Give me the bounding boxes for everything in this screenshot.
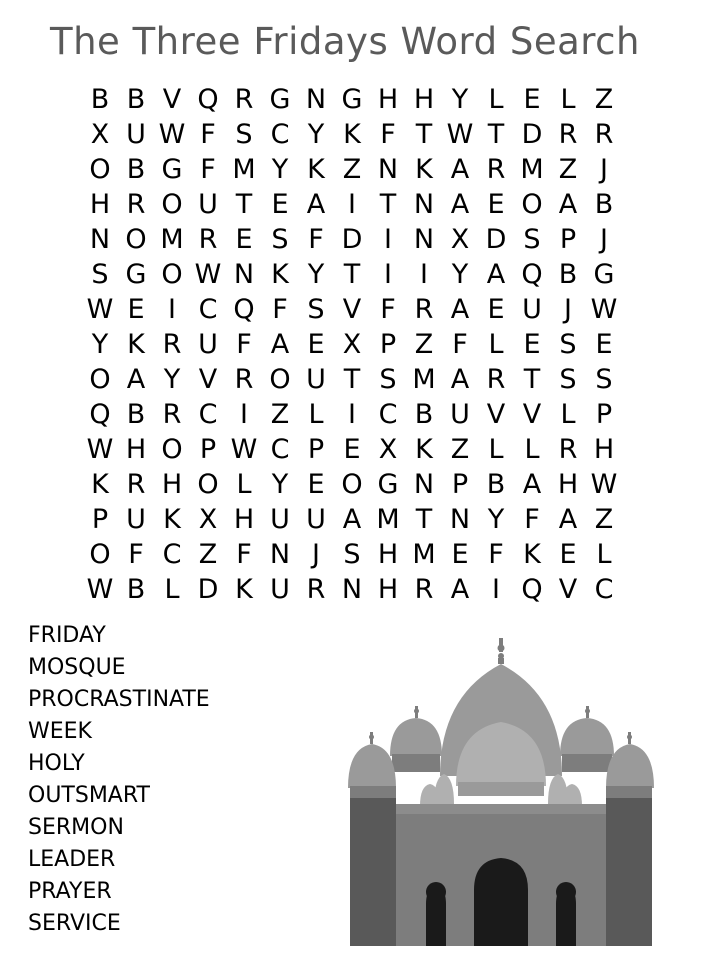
grid-letter: O (161, 189, 183, 220)
grid-letter: Y (271, 469, 289, 500)
grid-letter: P (379, 329, 397, 360)
grid-letter: R (306, 574, 326, 605)
grid-letter: R (414, 294, 434, 325)
grid-letter: P (451, 469, 469, 500)
grid-letter: H (377, 84, 399, 115)
grid-row (82, 117, 622, 152)
grid-letter: J (600, 154, 608, 185)
grid-letter: Y (163, 364, 181, 395)
grid-letter: Y (271, 154, 289, 185)
grid-letter: V (162, 84, 182, 115)
grid-letter: F (380, 119, 396, 150)
grid-letter: I (168, 294, 176, 325)
grid-letter: K (415, 154, 433, 185)
grid-letter: W (158, 119, 186, 150)
grid-letter: U (270, 504, 290, 535)
grid-letter: V (486, 399, 506, 430)
grid-letter: E (307, 329, 325, 360)
grid-letter: N (89, 224, 111, 255)
grid-letter: G (161, 154, 183, 185)
grid-letter: K (271, 259, 289, 290)
grid-letter: T (379, 189, 397, 220)
grid-letter: U (126, 504, 146, 535)
grid-letter: T (487, 119, 505, 150)
grid-letter: F (524, 504, 540, 535)
grid-letter: K (307, 154, 325, 185)
spire-right-inner (585, 706, 590, 718)
word-list-item: SERMON (28, 815, 124, 840)
grid-letter: B (558, 259, 578, 290)
grid-letter: X (198, 504, 218, 535)
grid-letter: B (414, 399, 434, 430)
spire-right-outer (627, 732, 632, 744)
grid-letter: A (558, 189, 578, 220)
grid-letter: I (420, 259, 428, 290)
grid-letter: B (126, 574, 146, 605)
grid-letter: T (235, 189, 253, 220)
grid-letter: O (125, 224, 147, 255)
grid-letter: I (240, 399, 248, 430)
grid-letter: G (377, 469, 399, 500)
grid-letter: W (86, 294, 114, 325)
grid-letter: K (163, 504, 181, 535)
grid-letter: Y (451, 84, 469, 115)
grid-letter: B (126, 84, 146, 115)
grid-letter: I (384, 259, 392, 290)
grid-letter: C (198, 399, 218, 430)
grid-letter: J (600, 224, 608, 255)
grid-letter: W (590, 469, 618, 500)
grid-letter: L (524, 434, 540, 465)
grid-letter: U (306, 504, 326, 535)
grid-letter: M (376, 504, 400, 535)
grid-letter: Q (197, 84, 219, 115)
grid-letter: B (126, 399, 146, 430)
grid-letter: P (595, 399, 613, 430)
grid-letter: G (269, 84, 291, 115)
grid-letter: H (413, 84, 435, 115)
grid-letter: Q (521, 259, 543, 290)
grid-letter: C (270, 434, 290, 465)
tower-left (350, 786, 396, 946)
page-title: The Three Fridays Word Search (50, 20, 640, 63)
word-list-item: WEEK (28, 719, 92, 744)
grid-letter: B (594, 189, 614, 220)
grid-letter: S (523, 224, 541, 255)
grid-letter: U (126, 119, 146, 150)
grid-letter: M (412, 364, 436, 395)
grid-letter: K (343, 119, 361, 150)
grid-letter: R (486, 154, 506, 185)
grid-row (82, 537, 622, 572)
grid-letter: O (269, 364, 291, 395)
letter-grid (82, 82, 622, 607)
grid-letter: S (559, 329, 577, 360)
grid-letter: L (488, 329, 504, 360)
grid-letter: R (162, 399, 182, 430)
grid-letter: J (564, 294, 572, 325)
grid-letter: L (560, 399, 576, 430)
grid-letter: Z (450, 434, 470, 465)
grid-letter: A (522, 469, 542, 500)
grid-letter: R (198, 224, 218, 255)
grid-letter: E (487, 294, 505, 325)
grid-letter: Z (342, 154, 362, 185)
grid-letter: G (125, 259, 147, 290)
grid-letter: D (521, 119, 543, 150)
dome-left-outer (348, 744, 396, 788)
grid-letter: M (412, 539, 436, 570)
dome-right-inner (560, 718, 614, 756)
grid-row (82, 152, 622, 187)
grid-row (82, 572, 622, 607)
grid-letter: B (126, 154, 146, 185)
grid-letter: C (198, 294, 218, 325)
grid-letter: R (558, 119, 578, 150)
grid-letter: F (200, 154, 216, 185)
grid-letter: O (161, 259, 183, 290)
grid-letter: Y (307, 259, 325, 290)
grid-row (82, 362, 622, 397)
grid-letter: F (236, 329, 252, 360)
grid-letter: M (232, 154, 256, 185)
grid-letter: L (488, 84, 504, 115)
grid-letter: S (595, 364, 613, 395)
grid-letter: T (343, 259, 361, 290)
word-list-item: PROCRASTINATE (28, 687, 210, 712)
grid-letter: H (161, 469, 183, 500)
grid-letter: A (450, 294, 470, 325)
grid-letter: G (341, 84, 363, 115)
grid-row (82, 397, 622, 432)
grid-letter: M (520, 154, 544, 185)
grid-letter: S (235, 119, 253, 150)
grid-letter: F (452, 329, 468, 360)
grid-letter: H (557, 469, 579, 500)
grid-letter: C (270, 119, 290, 150)
grid-letter: U (270, 574, 290, 605)
grid-letter: Z (558, 154, 578, 185)
grid-letter: E (451, 539, 469, 570)
grid-letter: P (91, 504, 109, 535)
grid-letter: X (378, 434, 398, 465)
grid-letter: K (91, 469, 109, 500)
grid-row (82, 432, 622, 467)
grid-row (82, 222, 622, 257)
grid-letter: U (450, 399, 470, 430)
grid-letter: N (341, 574, 363, 605)
grid-letter: H (377, 574, 399, 605)
grid-letter: A (450, 154, 470, 185)
grid-letter: O (341, 469, 363, 500)
grid-letter: E (523, 329, 541, 360)
grid-letter: Q (89, 399, 111, 430)
grid-letter: A (558, 504, 578, 535)
grid-letter: K (127, 329, 145, 360)
grid-row (82, 257, 622, 292)
grid-letter: A (270, 329, 290, 360)
word-list-item: LEADER (28, 847, 116, 872)
grid-letter: E (523, 84, 541, 115)
grid-letter: I (384, 224, 392, 255)
grid-letter: V (198, 364, 218, 395)
grid-letter: N (413, 469, 435, 500)
grid-letter: S (343, 539, 361, 570)
grid-letter: Z (594, 504, 614, 535)
grid-letter: R (414, 574, 434, 605)
grid-letter: B (90, 84, 110, 115)
grid-letter: R (486, 364, 506, 395)
grid-letter: P (559, 224, 577, 255)
grid-letter: I (348, 189, 356, 220)
grid-letter: O (161, 434, 183, 465)
grid-row (82, 292, 622, 327)
grid-letter: L (488, 434, 504, 465)
grid-letter: N (305, 84, 327, 115)
grid-letter: K (415, 434, 433, 465)
grid-letter: H (233, 504, 255, 535)
grid-letter: U (306, 364, 326, 395)
grid-letter: Z (198, 539, 218, 570)
word-list-item: OUTSMART (28, 783, 150, 808)
grid-letter: A (342, 504, 362, 535)
grid-letter: A (126, 364, 146, 395)
grid-letter: F (308, 224, 324, 255)
grid-row (82, 187, 622, 222)
word-list-item: FRIDAY (28, 623, 106, 648)
grid-letter: D (197, 574, 219, 605)
grid-letter: O (89, 364, 111, 395)
grid-letter: I (348, 399, 356, 430)
dome-left-inner (390, 718, 442, 756)
grid-letter: Y (451, 259, 469, 290)
grid-letter: W (86, 434, 114, 465)
grid-letter: W (230, 434, 258, 465)
grid-letter: Q (233, 294, 255, 325)
grid-letter: C (162, 539, 182, 570)
grid-letter: N (413, 224, 435, 255)
grid-letter: F (200, 119, 216, 150)
grid-letter: P (199, 434, 217, 465)
grid-letter: E (127, 294, 145, 325)
grid-letter: S (271, 224, 289, 255)
grid-letter: X (450, 224, 470, 255)
grid-letter: T (415, 119, 433, 150)
grid-letter: X (342, 329, 362, 360)
grid-letter: R (234, 364, 254, 395)
grid-letter: F (272, 294, 288, 325)
grid-letter: F (128, 539, 144, 570)
grid-letter: Y (91, 329, 109, 360)
grid-letter: C (594, 574, 614, 605)
grid-row (82, 327, 622, 362)
grid-letter: A (306, 189, 326, 220)
grid-letter: E (487, 189, 505, 220)
grid-letter: U (522, 294, 542, 325)
grid-letter: H (89, 189, 111, 220)
grid-letter: A (450, 364, 470, 395)
small-dome-2 (434, 774, 454, 804)
word-list-item: SERVICE (28, 911, 121, 936)
word-list-item: PRAYER (28, 879, 112, 904)
grid-letter: Z (414, 329, 434, 360)
grid-letter: D (485, 224, 507, 255)
grid-letter: F (488, 539, 504, 570)
grid-letter: R (126, 189, 146, 220)
grid-row (82, 82, 622, 117)
grid-letter: C (378, 399, 398, 430)
grid-row (82, 502, 622, 537)
grid-letter: R (162, 329, 182, 360)
grid-letter: Z (270, 399, 290, 430)
grid-letter: O (197, 469, 219, 500)
grid-letter: V (522, 399, 542, 430)
grid-letter: P (307, 434, 325, 465)
grid-letter: E (271, 189, 289, 220)
grid-letter: W (86, 574, 114, 605)
spire-left-inner (414, 706, 419, 718)
grid-letter: L (308, 399, 324, 430)
grid-letter: Y (307, 119, 325, 150)
grid-letter: O (521, 189, 543, 220)
grid-letter: S (91, 259, 109, 290)
grid-letter: E (235, 224, 253, 255)
grid-letter: R (558, 434, 578, 465)
grid-letter: H (377, 539, 399, 570)
grid-letter: L (236, 469, 252, 500)
grid-letter: O (89, 539, 111, 570)
word-list-item: HOLY (28, 751, 85, 776)
grid-letter: Y (487, 504, 505, 535)
grid-letter: N (233, 259, 255, 290)
grid-letter: H (125, 434, 147, 465)
grid-letter: U (198, 329, 218, 360)
grid-letter: E (343, 434, 361, 465)
grid-letter: M (160, 224, 184, 255)
grid-letter: N (377, 154, 399, 185)
grid-letter: J (312, 539, 320, 570)
grid-letter: N (269, 539, 291, 570)
grid-letter: R (594, 119, 614, 150)
grid-letter: X (90, 119, 110, 150)
grid-letter: T (523, 364, 541, 395)
grid-letter: Q (521, 574, 543, 605)
grid-letter: L (596, 539, 612, 570)
grid-row (82, 467, 622, 502)
grid-letter: H (593, 434, 615, 465)
grid-letter: E (595, 329, 613, 360)
grid-letter: F (380, 294, 396, 325)
grid-letter: N (413, 189, 435, 220)
grid-letter: I (492, 574, 500, 605)
grid-letter: W (194, 259, 222, 290)
grid-letter: E (307, 469, 325, 500)
grid-letter: Z (594, 84, 614, 115)
grid-letter: K (523, 539, 541, 570)
grid-letter: R (126, 469, 146, 500)
word-list (28, 620, 328, 940)
grid-letter: W (590, 294, 618, 325)
spire-left-outer (369, 732, 374, 744)
grid-letter: R (234, 84, 254, 115)
word-list-item: MOSQUE (28, 655, 126, 680)
tower-right (606, 786, 652, 946)
grid-letter: O (89, 154, 111, 185)
grid-letter: G (593, 259, 615, 290)
spire-center (498, 638, 505, 664)
grid-letter: S (559, 364, 577, 395)
grid-letter: V (342, 294, 362, 325)
grid-letter: L (164, 574, 180, 605)
mosque-icon (340, 636, 660, 946)
grid-letter: U (198, 189, 218, 220)
grid-letter: F (236, 539, 252, 570)
grid-letter: T (415, 504, 433, 535)
grid-letter: B (486, 469, 506, 500)
grid-letter: A (450, 574, 470, 605)
grid-letter: L (560, 84, 576, 115)
grid-letter: N (449, 504, 471, 535)
grid-letter: E (559, 539, 577, 570)
main-door (474, 858, 528, 946)
grid-letter: S (307, 294, 325, 325)
grid-letter: D (341, 224, 363, 255)
grid-letter: S (379, 364, 397, 395)
grid-letter: A (450, 189, 470, 220)
grid-letter: K (235, 574, 253, 605)
grid-letter: A (486, 259, 506, 290)
grid-letter: T (343, 364, 361, 395)
grid-letter: V (558, 574, 578, 605)
grid-letter: W (446, 119, 474, 150)
